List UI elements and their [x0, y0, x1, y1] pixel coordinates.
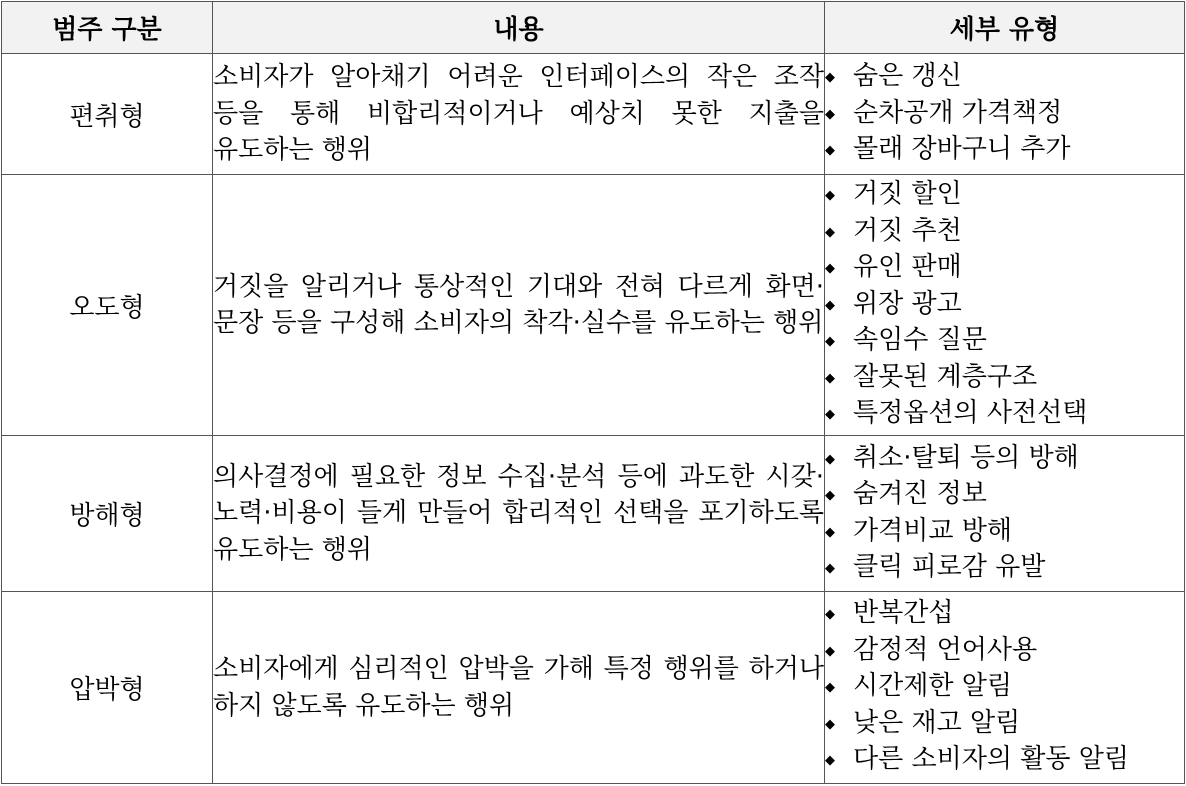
- diamond-bullet-icon: ◆: [825, 680, 835, 696]
- subtype-label: 숨은 갱신: [853, 61, 962, 92]
- diamond-bullet-icon: ◆: [825, 261, 835, 277]
- subtype-label: 순차공개 가격책정: [853, 97, 1063, 128]
- subtype-label: 속임수 질문: [853, 325, 987, 356]
- header-category: 범주 구분: [2, 2, 213, 54]
- subtypes-cell: [825, 592, 1185, 784]
- subtype-list: [825, 177, 1184, 433]
- list-item: [825, 360, 1184, 397]
- diamond-bullet-icon: ◆: [825, 143, 835, 159]
- diamond-bullet-icon: ◆: [825, 607, 835, 623]
- list-item: [825, 669, 1184, 706]
- subtype-label: 낮은 재고 알림: [853, 707, 1021, 738]
- subtype-label: 반복간섭: [853, 598, 954, 629]
- subtype-label: 가격비교 방해: [853, 515, 1012, 546]
- category-cell: 편취형: [2, 54, 213, 175]
- content-cell: 거짓을 알리거나 통상적인 기대와 전혀 다르게 화면·문장 등을 구성해 소비자의 착각·실수를 유도하는 행위: [213, 175, 825, 436]
- list-item: [825, 214, 1184, 251]
- subtype-label: 클릭 피로감 유발: [853, 552, 1046, 582]
- list-item: [825, 287, 1184, 324]
- table-row: [2, 592, 1185, 784]
- list-item: [825, 250, 1184, 287]
- table-row: [2, 175, 1185, 436]
- list-item: [825, 323, 1184, 360]
- list-item: [825, 477, 1184, 514]
- subtype-list: [825, 59, 1184, 169]
- subtype-label: 몰래 장바구니 추가: [853, 134, 1071, 165]
- subtypes-cell: [825, 436, 1185, 592]
- category-cell: 압박형: [2, 592, 213, 784]
- list-item: [825, 177, 1184, 214]
- list-item: [825, 514, 1184, 551]
- list-item: [825, 96, 1184, 133]
- diamond-bullet-icon: ◆: [825, 488, 835, 503]
- header-row: [2, 2, 1185, 54]
- subtype-label: 유인 판매: [853, 252, 962, 283]
- list-item: [825, 441, 1184, 478]
- list-item: [825, 396, 1184, 433]
- diamond-bullet-icon: ◆: [825, 643, 835, 659]
- subtype-label: 시간제한 알림: [853, 671, 1012, 702]
- diamond-bullet-icon: ◆: [825, 753, 835, 769]
- list-item: [825, 596, 1184, 633]
- subtype-label: 다른 소비자의 활동 알림: [853, 744, 1129, 775]
- diamond-bullet-icon: ◆: [825, 188, 835, 204]
- subtypes-cell: [825, 175, 1185, 436]
- list-item: [825, 633, 1184, 670]
- category-cell: 방해형: [2, 436, 213, 592]
- content-cell: 소비자가 알아채기 어려운 인터페이스의 작은 조작 등을 통해 비합리적이거나 예상치 못한 지출을 유도하는 행위: [213, 54, 825, 175]
- list-item: [825, 706, 1184, 743]
- diamond-bullet-icon: ◆: [825, 106, 835, 122]
- subtype-label: 숨겨진 정보: [853, 479, 987, 509]
- subtype-list: [825, 596, 1184, 779]
- subtype-label: 특정옵션의 사전선택: [853, 398, 1088, 429]
- header-subtypes: 세부 유형: [825, 2, 1185, 54]
- subtype-label: 거짓 할인: [853, 179, 962, 210]
- table-row: [2, 54, 1185, 175]
- diamond-bullet-icon: ◆: [825, 524, 835, 540]
- diamond-bullet-icon: ◆: [825, 224, 835, 240]
- diamond-bullet-icon: ◆: [825, 297, 835, 313]
- subtype-label: 잘못된 계층구조: [853, 361, 1038, 392]
- list-item: [825, 132, 1184, 169]
- diamond-bullet-icon: ◆: [825, 407, 835, 423]
- subtype-list: [825, 441, 1184, 587]
- diamond-bullet-icon: ◆: [825, 70, 835, 86]
- subtype-label: 감정적 언어사용: [853, 634, 1038, 665]
- diamond-bullet-icon: ◆: [825, 561, 835, 576]
- diamond-bullet-icon: ◆: [825, 716, 835, 732]
- list-item: [825, 550, 1184, 587]
- header-content: 내용: [213, 2, 825, 54]
- subtype-label: 위장 광고: [853, 288, 962, 319]
- content-cell: 의사결정에 필요한 정보 수집·분석 등에 과도한 시갖·노력·비용이 들게 만들어 합리적인 선택을 포기하도록 유도하는 행위: [213, 436, 825, 592]
- diamond-bullet-icon: ◆: [825, 334, 835, 350]
- subtype-label: 거짓 추천: [853, 215, 962, 246]
- table-row: [2, 436, 1185, 592]
- diamond-bullet-icon: ◆: [825, 370, 835, 386]
- list-item: [825, 59, 1184, 96]
- subtype-label: 취소·탈퇴 등의 방해: [853, 442, 1079, 473]
- diamond-bullet-icon: ◆: [825, 451, 835, 467]
- dark-pattern-table: [1, 1, 1185, 784]
- subtypes-cell: [825, 54, 1185, 175]
- content-cell: 소비자에게 심리적인 압박을 가해 특정 행위를 하거나 하지 않도록 유도하는 행위: [213, 592, 825, 784]
- category-cell: 오도형: [2, 175, 213, 436]
- list-item: [825, 742, 1184, 779]
